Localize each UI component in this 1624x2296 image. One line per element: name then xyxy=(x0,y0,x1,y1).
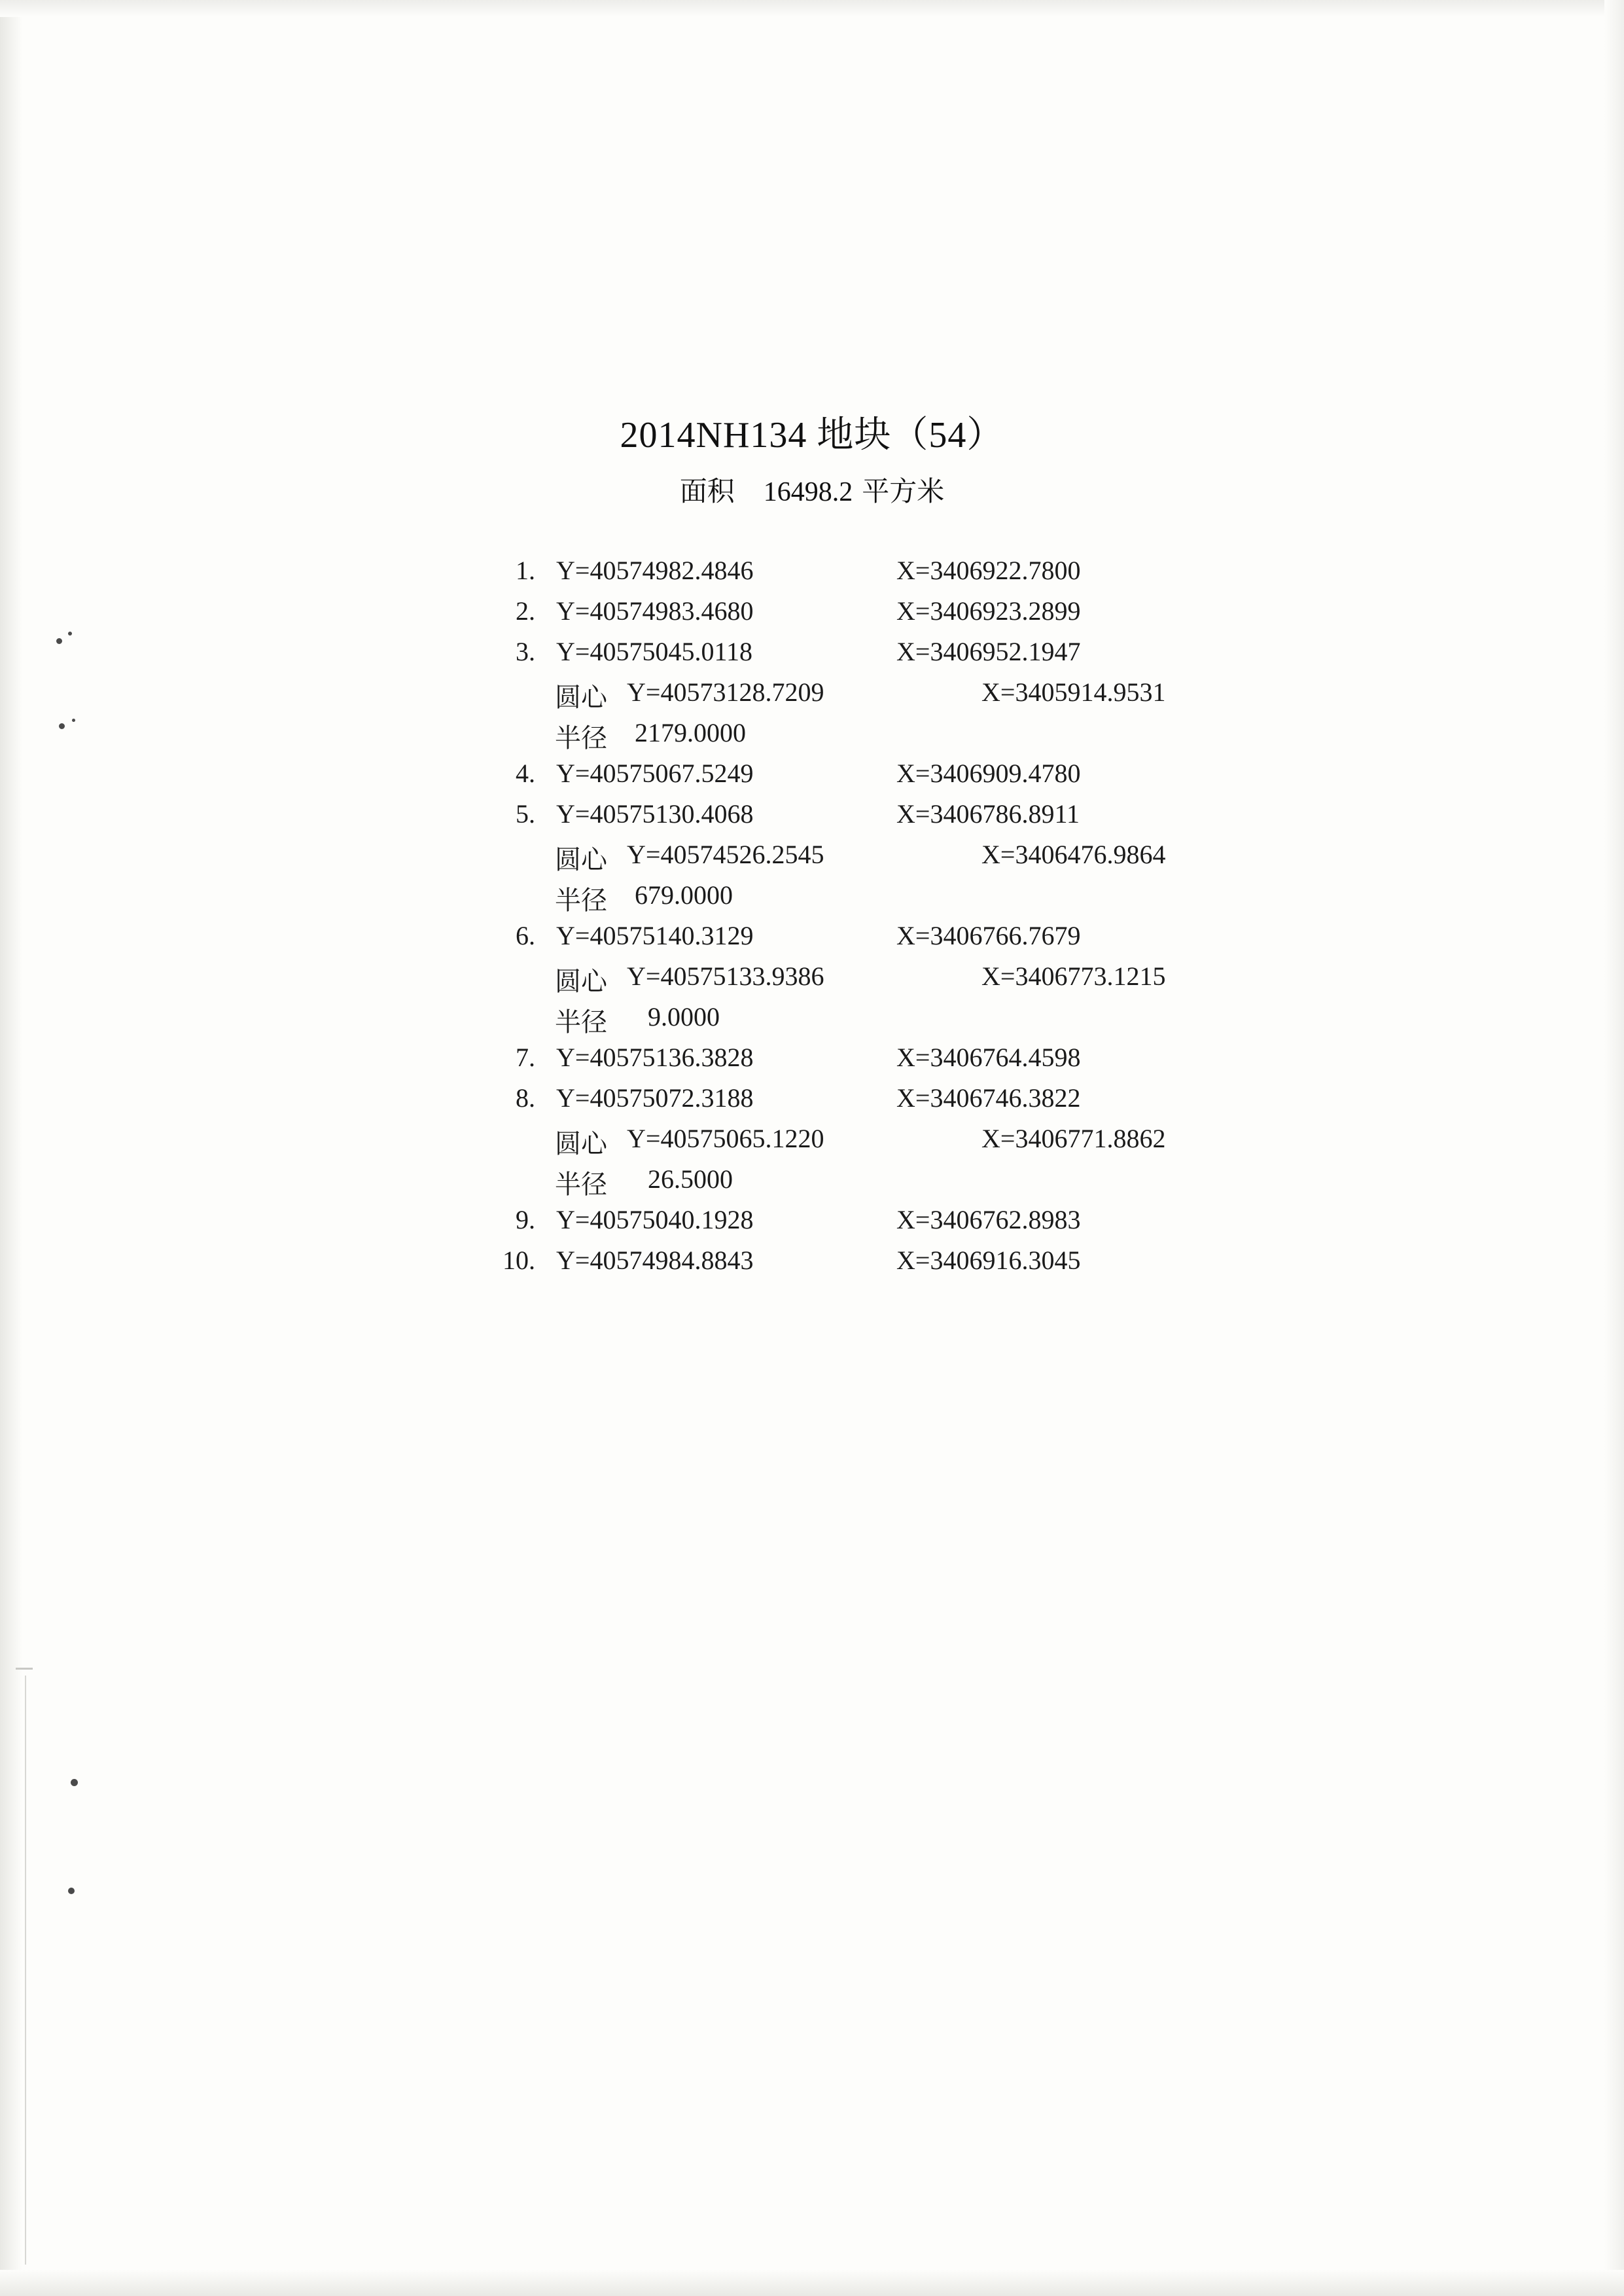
point-x-value: X=3406762.8983 xyxy=(896,1205,1081,1234)
coordinate-row xyxy=(484,596,1466,636)
scan-fold-tick xyxy=(16,1668,33,1670)
coordinate-row xyxy=(484,555,1466,596)
arc-radius-value: 9.0000 xyxy=(648,1002,720,1031)
point-y-value: Y=40574984.8843 xyxy=(556,1246,754,1275)
arc-radius-label: 半径 xyxy=(555,1170,607,1199)
page-title: 2014NH134 地块（54） xyxy=(620,415,1004,456)
point-x-value: X=3406952.1947 xyxy=(896,637,1081,666)
arc-center-label: 圆心 xyxy=(555,845,607,874)
coordinate-row xyxy=(484,920,1466,961)
point-x-value: X=3406746.3822 xyxy=(896,1083,1081,1113)
point-y-value: Y=40575130.4068 xyxy=(556,799,754,829)
point-index: 9. xyxy=(516,1205,535,1234)
scan-edge-left xyxy=(0,0,22,2296)
point-x-value: X=3406786.8911 xyxy=(896,799,1080,829)
coordinate-row xyxy=(484,758,1466,798)
area-label: 面积 xyxy=(679,477,735,507)
arc-radius-value: 2179.0000 xyxy=(635,718,746,747)
point-y-value: Y=40575045.0118 xyxy=(556,637,752,666)
point-index: 4. xyxy=(516,759,535,788)
scan-edge-right xyxy=(1604,0,1624,2296)
area-line xyxy=(0,470,1624,509)
point-index: 1. xyxy=(516,556,535,585)
scan-speck xyxy=(59,723,65,729)
point-x-value: X=3406922.7800 xyxy=(896,556,1081,585)
arc-center-row xyxy=(484,677,1466,717)
arc-center-y-value: Y=40573128.7209 xyxy=(627,677,824,707)
scan-edge-top xyxy=(0,0,1624,17)
arc-center-label: 圆心 xyxy=(555,683,607,712)
point-y-value: Y=40574982.4846 xyxy=(556,556,754,585)
point-y-value: Y=40575040.1928 xyxy=(556,1205,754,1234)
arc-center-label: 圆心 xyxy=(555,967,607,996)
point-y-value: Y=40574983.4680 xyxy=(556,596,754,626)
point-index: 8. xyxy=(516,1083,535,1113)
arc-center-row xyxy=(484,961,1466,1001)
coordinate-row xyxy=(484,1083,1466,1123)
arc-radius-row xyxy=(484,1164,1466,1204)
arc-center-label: 圆心 xyxy=(555,1129,607,1158)
coordinate-row xyxy=(484,798,1466,839)
arc-center-y-value: Y=40574526.2545 xyxy=(627,840,824,869)
coordinate-row xyxy=(484,1042,1466,1083)
point-y-value: Y=40575072.3188 xyxy=(556,1083,754,1113)
point-index: 7. xyxy=(516,1043,535,1072)
point-x-value: X=3406764.4598 xyxy=(896,1043,1081,1072)
point-x-value: X=3406766.7679 xyxy=(896,921,1081,950)
arc-center-y-value: Y=40575065.1220 xyxy=(627,1124,824,1153)
coordinate-row xyxy=(484,1204,1466,1245)
arc-center-x-value: X=3406476.9864 xyxy=(981,840,1166,869)
scan-speck xyxy=(68,1888,75,1894)
scan-speck xyxy=(72,719,75,722)
arc-center-row xyxy=(484,839,1466,880)
arc-radius-value: 26.5000 xyxy=(648,1164,733,1194)
scan-edge-bottom xyxy=(0,2270,1624,2296)
point-x-value: X=3406909.4780 xyxy=(896,759,1081,788)
arc-radius-row xyxy=(484,717,1466,758)
area-unit: 平方米 xyxy=(862,477,945,507)
point-x-value: X=3406916.3045 xyxy=(896,1246,1081,1275)
arc-center-x-value: X=3405914.9531 xyxy=(981,677,1166,707)
arc-radius-label: 半径 xyxy=(555,1007,607,1037)
arc-radius-value: 679.0000 xyxy=(635,880,733,910)
scan-speck xyxy=(71,1779,78,1786)
arc-center-row xyxy=(484,1123,1466,1164)
arc-radius-label: 半径 xyxy=(555,886,607,915)
point-y-value: Y=40575067.5249 xyxy=(556,759,754,788)
scan-speck xyxy=(68,632,72,636)
point-y-value: Y=40575136.3828 xyxy=(556,1043,754,1072)
arc-center-x-value: X=3406771.8862 xyxy=(981,1124,1166,1153)
scan-fold-line xyxy=(25,1676,26,2265)
coordinate-row xyxy=(484,1245,1466,1285)
arc-radius-row xyxy=(484,1001,1466,1042)
coordinate-list xyxy=(484,555,1466,1285)
arc-radius-label: 半径 xyxy=(555,723,607,753)
point-y-value: Y=40575140.3129 xyxy=(556,921,754,950)
point-index: 3. xyxy=(516,637,535,666)
arc-radius-row xyxy=(484,880,1466,920)
point-index: 6. xyxy=(516,921,535,950)
arc-center-y-value: Y=40575133.9386 xyxy=(627,961,824,991)
point-index: 2. xyxy=(516,596,535,626)
arc-center-x-value: X=3406773.1215 xyxy=(981,961,1166,991)
area-value: 16498.2 xyxy=(763,477,853,507)
coordinate-row xyxy=(484,636,1466,677)
point-index: 5. xyxy=(516,799,535,829)
scan-speck xyxy=(56,638,62,644)
point-x-value: X=3406923.2899 xyxy=(896,596,1081,626)
point-index: 10. xyxy=(503,1246,535,1275)
